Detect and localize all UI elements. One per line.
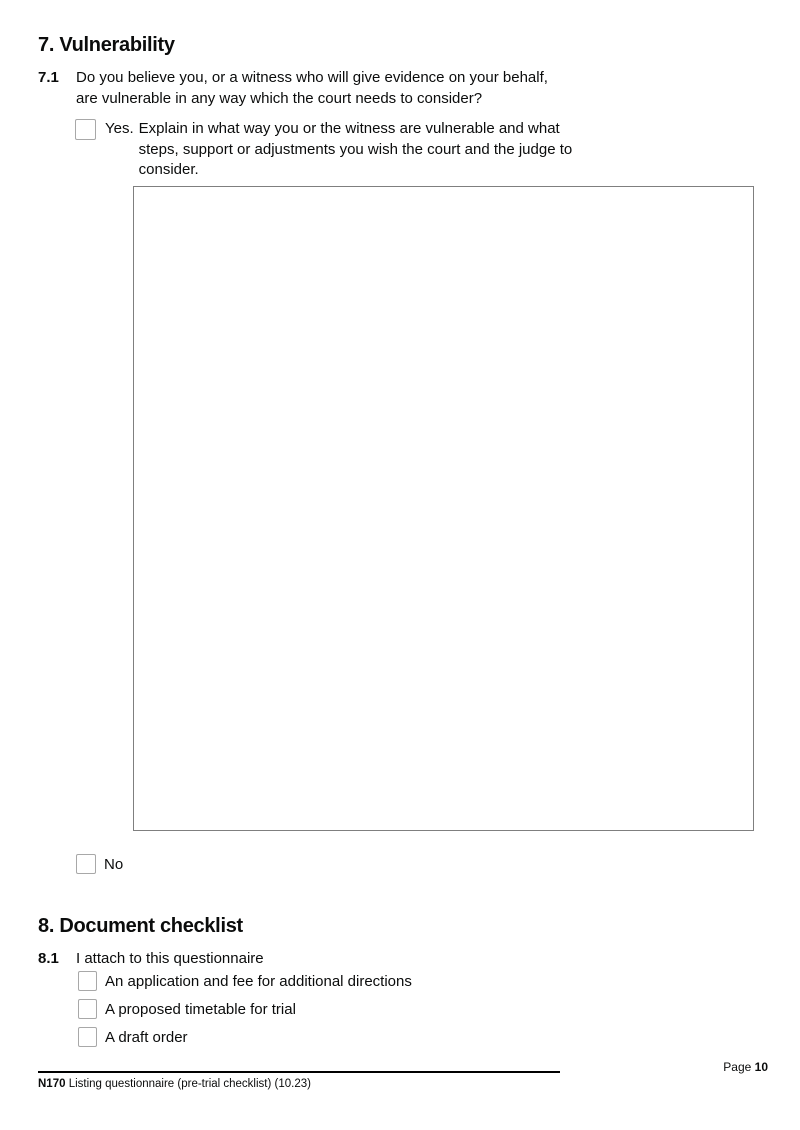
checklist-item-timetable xyxy=(78,999,296,1020)
vulnerability-yes-explain-text: Explain in what way you or the witness are vulnerable and what steps, support or adjustments you wish the court and the judge to consider. xyxy=(138,120,573,178)
vulnerability-no-label: No xyxy=(104,856,124,873)
checklist-timetable-label: A proposed timetable for trial xyxy=(105,1001,296,1018)
checklist-application-checkbox[interactable] xyxy=(78,971,97,991)
checklist-item-application xyxy=(78,971,412,992)
question-8-1-text: I attach to this questionnaire xyxy=(76,950,264,967)
question-7-1-number: 7.1 xyxy=(38,69,59,86)
vulnerability-yes-label-group xyxy=(105,119,579,181)
vulnerability-yes-label: Yes. xyxy=(105,120,134,137)
page-label: Page xyxy=(723,1060,752,1074)
vulnerability-yes-row xyxy=(75,119,579,181)
checklist-timetable-checkbox[interactable] xyxy=(78,999,97,1019)
question-8-1-number: 8.1 xyxy=(38,950,59,967)
question-7-1-text: Do you believe you, or a witness who will give evidence on your behalf, are vulnerable in any way which the court needs to consider? xyxy=(76,69,548,107)
page-indicator xyxy=(668,1060,768,1074)
checklist-draft-order-checkbox[interactable] xyxy=(78,1027,97,1047)
section-7-heading: 7. Vulnerability xyxy=(38,34,175,56)
checklist-application-label: An application and fee for additional directions xyxy=(105,973,412,990)
form-identifier xyxy=(38,1078,311,1090)
page-number: 10 xyxy=(754,1060,768,1074)
checklist-item-draft-order xyxy=(78,1027,188,1048)
question-7-1 xyxy=(38,67,568,109)
vulnerability-no-checkbox[interactable] xyxy=(76,854,96,874)
checklist-draft-order-label: A draft order xyxy=(105,1029,188,1046)
footer-divider xyxy=(38,1071,560,1073)
vulnerability-yes-checkbox[interactable] xyxy=(75,119,96,140)
vulnerability-details-textbox[interactable] xyxy=(133,186,754,831)
vulnerability-no-row xyxy=(76,854,123,875)
form-code: N170 xyxy=(38,1078,66,1090)
form-title: Listing questionnaire (pre-trial checklist) (10.23) xyxy=(68,1078,311,1090)
section-8-heading: 8. Document checklist xyxy=(38,915,243,937)
question-8-1 xyxy=(38,948,568,969)
